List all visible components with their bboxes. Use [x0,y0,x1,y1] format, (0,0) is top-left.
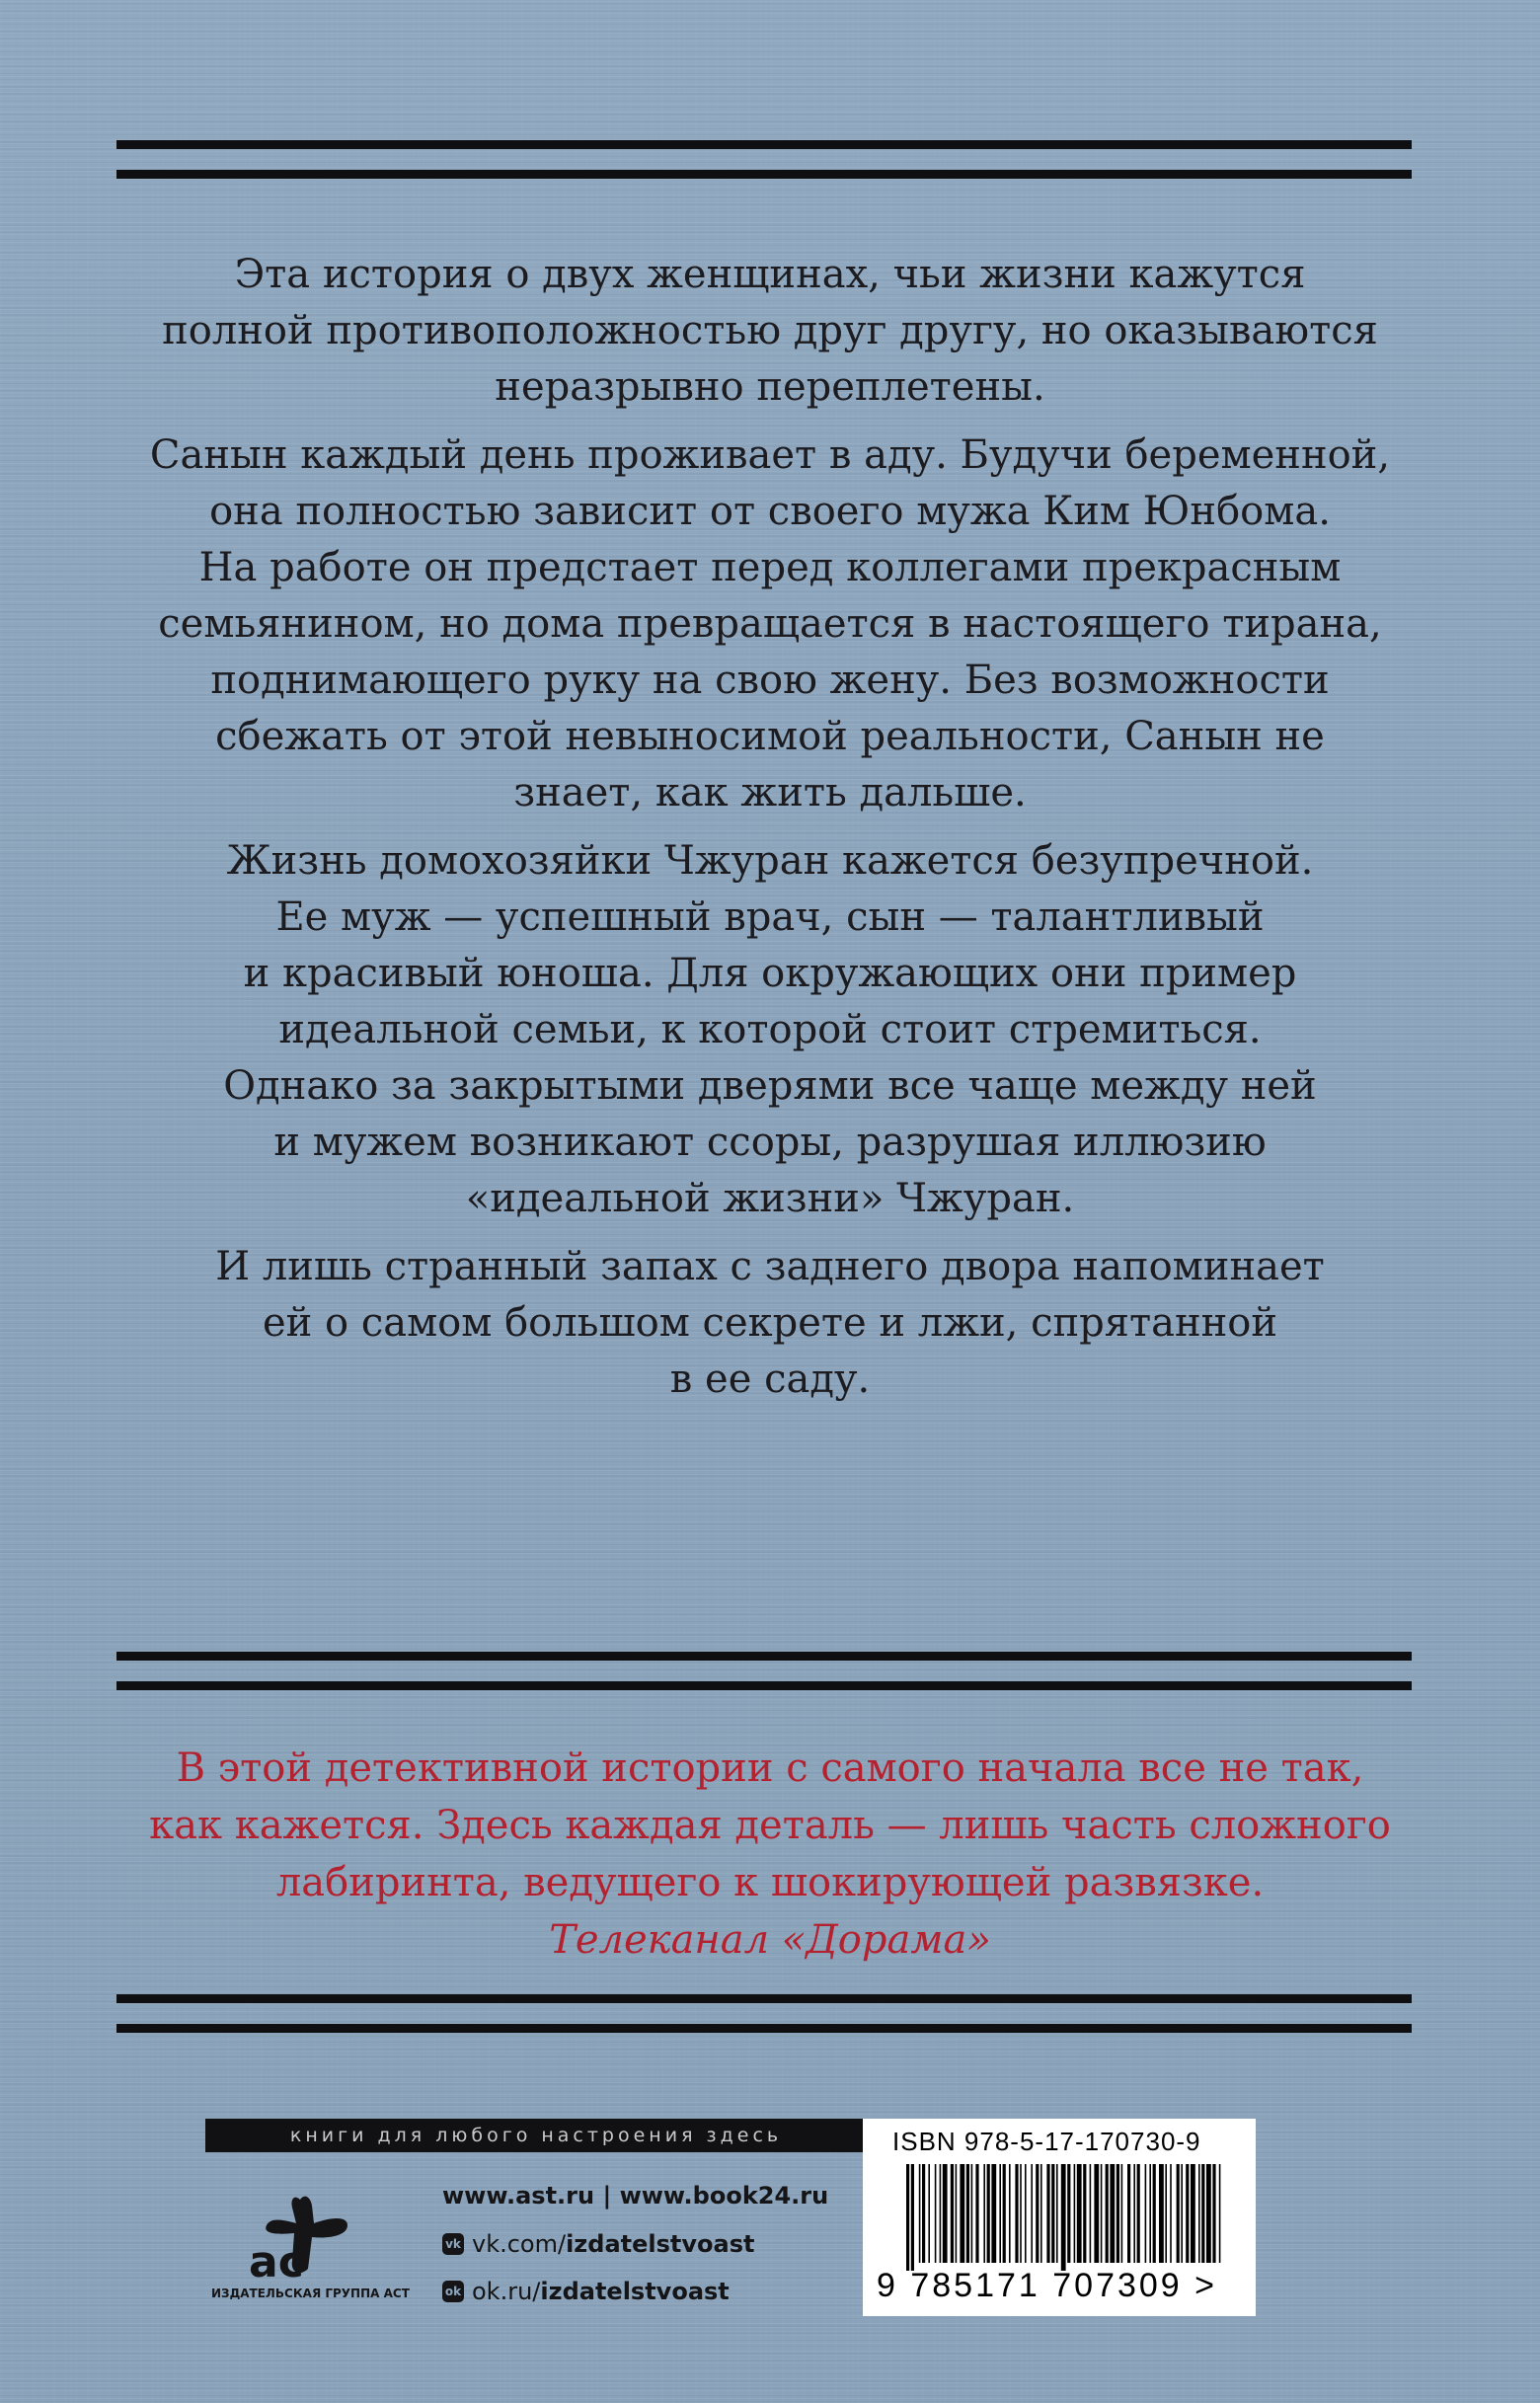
barcode-bar [975,2164,978,2263]
barcode-bar [1159,2164,1164,2263]
barcode-bar [1094,2164,1099,2263]
blurb-line: Санын каждый день проживает в аду. Будучи беременной, [149,432,1391,478]
blurb-line: На работе он предстает перед коллегами прекрасным [198,545,1342,590]
barcode-bar [1133,2164,1135,2263]
publisher-links [442,2178,867,2308]
rule-line [116,2024,1412,2033]
barcode-bar [1046,2164,1049,2263]
description-text [99,247,1441,1420]
barcode-bar [911,2164,914,2271]
barcode-bar [1127,2164,1130,2263]
ok-handle: izdatelstvoast [540,2278,730,2305]
blurb-line: полной противоположностью друг другу, но оказываются [162,308,1378,353]
website-links[interactable]: www.ast.ru | www.book24.ru [442,2182,829,2209]
barcode-bar [1137,2164,1140,2263]
ok-icon: ok [442,2281,464,2302]
barcode-bar [1116,2164,1119,2263]
blurb-line: «идеальной жизни» Чжуран. [465,1176,1075,1221]
barcode-bar [922,2164,925,2263]
blurb-line: неразрывно переплетены. [495,364,1045,410]
barcode-bar [1083,2164,1086,2263]
review-quote [99,1740,1441,1969]
barcode-bar [1212,2164,1215,2263]
ok-link[interactable] [442,2275,867,2308]
blurb-line: Эта история о двух женщинах, чьи жизни кажутся [234,252,1306,297]
barcode-bar [1025,2164,1027,2263]
barcode-bar [1149,2164,1151,2263]
vk-handle: izdatelstvoast [566,2230,755,2258]
blurb-line: Жизнь домохозяйки Чжуран кажется безупречной. [226,838,1314,884]
blurb-line: и красивый юноша. Для окружающих они пример [243,951,1297,996]
blurb-paragraph-4 [99,1239,1441,1408]
barcode-bar [991,2164,996,2263]
barcode-bar [1177,2164,1180,2263]
blurb-line: Однако за закрытыми дверями все чаще между ней [223,1063,1317,1109]
barcode-bar [1067,2164,1070,2263]
barcode-bar [1201,2164,1204,2263]
rule-line [116,140,1412,149]
blurb-line: знает, как жить дальше. [513,770,1027,815]
barcode-bar [1056,2164,1058,2263]
vk-icon: vk [442,2233,464,2255]
barcode-bar [999,2164,1001,2263]
barcode-bar [1110,2164,1115,2263]
barcode-bar [987,2164,990,2263]
barcode-bar [1051,2164,1054,2263]
barcode-bar [1101,2164,1103,2263]
ast-logo-icon [243,2190,363,2285]
quote-line: как кажется. Здесь каждая деталь — лишь часть сложного [149,1803,1391,1848]
ok-prefix: ok.ru/ [472,2278,541,2305]
blurb-line: Ее муж — успешный врач, сын — талантливый [275,894,1265,940]
barcode-bar [943,2164,948,2263]
bottom-double-rule [116,1994,1412,2034]
blurb-line: идеальной семьи, к которой стоит стремиться. [278,1007,1262,1052]
barcode-bar [1061,2164,1066,2271]
rule-line [116,1652,1412,1661]
barcode-bar [1031,2164,1033,2263]
isbn-barcode-panel [863,2119,1256,2316]
barcode-bar [1074,2164,1076,2263]
isbn-label: ISBN 978-5-17-170730-9 [892,2127,1201,2156]
barcode-bar [1003,2164,1006,2263]
vk-prefix: vk.com/ [472,2230,567,2258]
quote-line: В этой детективной истории с самого начала все не так, [176,1745,1364,1791]
blurb-line: в ее саду. [669,1357,871,1402]
barcode-bar [1077,2164,1082,2263]
barcode-bar [1206,2164,1211,2263]
blurb-line: и мужем возникают ссоры, разрушая иллюзию [273,1120,1267,1165]
quote-source: Телеканал «Дорама» [549,1917,991,1963]
barcode-bar [919,2164,921,2263]
barcode-bar [966,2164,969,2263]
barcode-bar [940,2164,942,2263]
blurb-line: она полностью зависит от своего мужа Ким Юнбома. [209,489,1331,534]
barcode-bar [1145,2164,1147,2263]
blurb-line: ей о самом большом секрете и лжи, спрятанной [262,1300,1278,1346]
barcode-bar [1121,2164,1123,2263]
logo-mark: ac [249,2237,304,2285]
barcode-bar [1186,2164,1189,2263]
publisher-footer [205,2119,1321,2316]
barcode-bar [1040,2164,1042,2263]
barcode-bar [971,2164,973,2263]
blurb-line: семьянином, но дома превращается в настоящего тирана, [158,601,1382,647]
barcode-bar [1165,2164,1167,2263]
barcode-bar [1198,2164,1200,2263]
blurb-line: сбежать от этой невыносимой реальности, Санын не [215,714,1325,759]
barcode-bar [1020,2164,1022,2263]
barcode-bar [1181,2164,1183,2263]
barcode-bar [1153,2164,1156,2263]
blurb-paragraph-1 [99,247,1441,416]
quote-line: лабиринта, ведущего к шокирующей развязке. [275,1860,1265,1905]
publisher-name: ИЗДАТЕЛЬСКАЯ ГРУППА АСТ [211,2287,410,2300]
rule-line [116,1994,1412,2003]
barcode-bar [951,2164,954,2263]
barcode-bar [1090,2164,1092,2263]
blurb-line: поднимающего руку на свою жену. Без возможности [210,658,1330,703]
blurb-line: И лишь странный запах с заднего двора напоминает [215,1244,1325,1289]
middle-double-rule [116,1652,1412,1691]
blurb-paragraph-3 [99,833,1441,1227]
barcode-digits: 9 785171 707309 > [877,2267,1218,2304]
barcode-bar [956,2164,958,2263]
barcode-bar [1009,2164,1011,2263]
barcode-bar [1219,2164,1221,2263]
barcode-bar [1015,2164,1018,2263]
barcode-bar [1191,2164,1195,2263]
barcode-bar [928,2164,930,2263]
blurb-paragraph-2 [99,427,1441,821]
rule-line [116,1681,1412,1690]
barcode-bar [935,2164,937,2263]
top-double-rule [116,140,1412,180]
barcode-image [906,2164,1222,2271]
tagline-banner: книги для любого настроения здесь [205,2119,867,2152]
publisher-logo [211,2190,410,2318]
barcode-bar [1170,2164,1172,2263]
barcode-bar [906,2164,909,2271]
barcode-bar [960,2164,964,2263]
barcode-bar [1036,2164,1039,2263]
rule-line [116,170,1412,179]
vk-link[interactable] [442,2227,867,2261]
barcode-bar [1106,2164,1109,2263]
barcode-bar [983,2164,985,2263]
